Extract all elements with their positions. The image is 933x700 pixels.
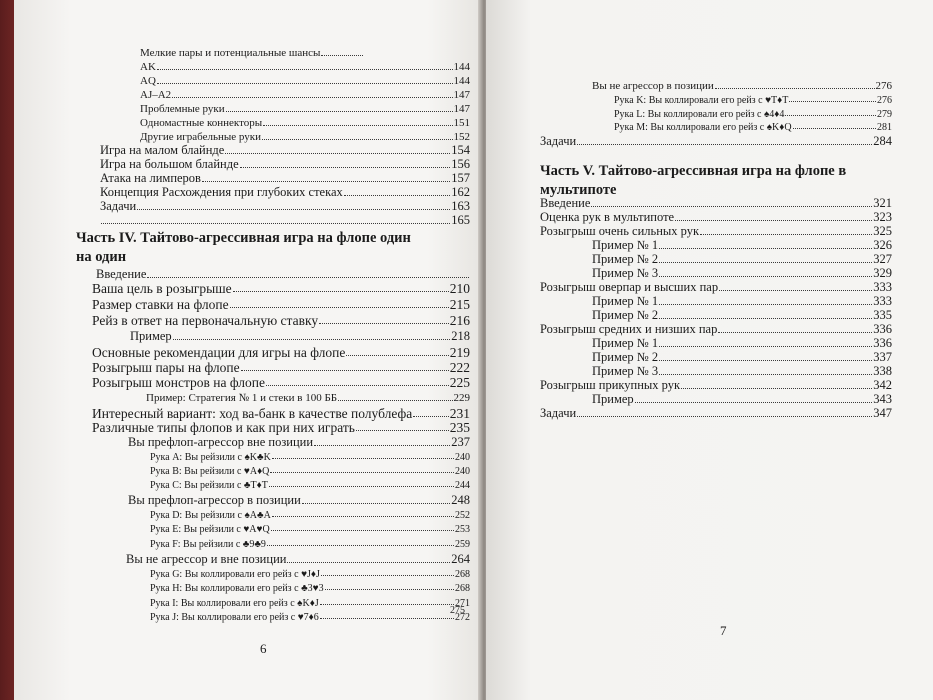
dot-leader — [325, 582, 454, 591]
dot-leader — [659, 364, 872, 374]
toc-entry — [128, 494, 470, 507]
toc-entry-title: Рука M: Вы коллировали его рейз с ♠K♦Q — [614, 121, 792, 133]
toc-entry — [140, 131, 470, 143]
toc-entry-page: 325 — [873, 224, 892, 239]
toc-entry-title: Пример: Стратегия № 1 и стеки в 100 ББ — [146, 392, 338, 405]
toc-entry-title: Пример № 1 — [592, 238, 659, 253]
dot-leader — [314, 435, 450, 445]
toc-entry-page: 264 — [451, 552, 470, 567]
dot-leader — [659, 336, 872, 346]
toc-entry-title: Пример № 1 — [592, 294, 659, 309]
toc-entry-title: Пример № 2 — [592, 350, 659, 365]
toc-entry — [150, 611, 470, 623]
toc-entry — [540, 323, 892, 336]
toc-entry-page: 229 — [453, 392, 470, 405]
dot-leader — [173, 329, 451, 339]
toc-entry — [540, 225, 892, 238]
toc-entry-title: Рука B: Вы рейзили с ♥A♦Q — [150, 465, 270, 477]
dot-leader — [272, 509, 454, 518]
toc-entry-title: Одномастные коннекторы — [140, 117, 263, 130]
dot-leader — [321, 46, 363, 55]
toc-entry — [150, 597, 470, 609]
dot-leader — [233, 281, 449, 292]
toc-entry — [140, 103, 470, 115]
toc-entry — [592, 309, 892, 322]
dot-leader — [413, 406, 448, 417]
toc-entry-page: 336 — [873, 336, 892, 351]
toc-entry-page: 279 — [877, 108, 892, 120]
toc-entry-page: 157 — [451, 171, 470, 186]
toc-entry — [100, 214, 470, 227]
toc-entry-page: 326 — [873, 238, 892, 253]
toc-entry-title: Основные рекомендации для игры на флопе — [92, 345, 346, 361]
toc-entry-title: Концепция Расхождения при глубоких стеках — [100, 185, 343, 200]
toc-entry-page: 165 — [451, 213, 470, 228]
toc-entry-title: Розыгрыш средних и низших пар — [540, 322, 718, 337]
toc-entry-page: 144 — [453, 75, 470, 88]
dot-leader — [785, 108, 876, 117]
toc-entry-title: Рука D: Вы рейзили с ♠A♣A — [150, 509, 271, 521]
toc-entry-title: Рука I: Вы коллировали его рейз с ♠K♦J — [150, 597, 319, 609]
toc-entry-page: 272 — [455, 611, 470, 623]
dot-leader — [675, 210, 872, 220]
dot-leader — [659, 350, 872, 360]
dot-leader — [271, 523, 454, 532]
toc-entry — [592, 337, 892, 350]
toc-entry-title: Интересный вариант: ход ва-банк в качестве полублефа — [92, 406, 413, 422]
toc-entry-title: Розыгрыш прикупных рук — [540, 378, 681, 393]
toc-entry-page: 329 — [873, 266, 892, 281]
toc-entry — [150, 538, 470, 550]
toc-entry-title: Пример — [130, 329, 172, 344]
toc-entry — [614, 121, 892, 133]
left-page — [14, 0, 484, 700]
toc-entry-page: 333 — [873, 294, 892, 309]
toc-entry-title: Игра на малом блайнде — [100, 143, 225, 158]
toc-entry-title: Мелкие пары и потенциальные шансы — [140, 47, 321, 60]
toc-entry — [100, 186, 470, 199]
dot-leader — [262, 130, 452, 139]
dot-leader — [346, 345, 448, 356]
dot-leader — [202, 171, 450, 181]
toc-entry — [150, 582, 470, 594]
dot-leader — [225, 143, 450, 153]
toc-entry — [92, 421, 470, 435]
dot-leader — [101, 213, 450, 223]
toc-entry-title: Пример № 3 — [592, 364, 659, 379]
toc-entry-page: 215 — [449, 297, 470, 313]
dot-leader — [226, 102, 453, 111]
toc-entry-title: Вы не агрессор в позиции — [592, 80, 714, 93]
dot-leader — [137, 199, 450, 209]
dot-leader — [319, 313, 449, 324]
part-v-title: Часть V. Тайтово-агрессивная игра на флопе в мультипоте — [540, 163, 847, 198]
toc-entry-page: 163 — [451, 199, 470, 214]
toc-entry-page: 147 — [453, 89, 470, 102]
dot-leader — [718, 322, 872, 332]
toc-entry-page: 162 — [451, 185, 470, 200]
toc-entry-page: 333 — [873, 280, 892, 295]
toc-entry — [592, 267, 892, 280]
toc-entry — [92, 298, 470, 312]
dot-leader — [320, 611, 454, 620]
dot-leader — [269, 479, 454, 488]
left-page-number: 6 — [260, 641, 267, 656]
toc-entry-page: 231 — [449, 406, 470, 422]
dot-leader — [577, 134, 872, 144]
dot-leader — [659, 238, 872, 248]
toc-entry-page: 144 — [453, 61, 470, 74]
dot-leader — [321, 568, 454, 577]
dot-leader — [266, 375, 449, 386]
toc-entry — [140, 75, 470, 87]
toc-entry-title: Задачи — [540, 406, 577, 421]
dot-leader — [263, 116, 452, 125]
dot-leader — [338, 391, 452, 400]
toc-entry — [128, 436, 470, 449]
toc-entry — [540, 407, 892, 420]
toc-entry — [592, 295, 892, 308]
toc-entry-title: Вы префлоп-агрессор в позиции — [128, 493, 301, 508]
toc-entry — [92, 361, 470, 375]
dot-leader — [577, 406, 872, 416]
right-page-number: 7 — [720, 623, 727, 638]
toc-entry — [100, 172, 470, 185]
dot-leader — [157, 74, 453, 83]
toc-entry — [592, 393, 892, 406]
toc-entry-title: AJ–A2 — [140, 89, 172, 102]
toc-entry-title: Рука K: Вы коллировали его рейз с ♥T♦T — [614, 94, 789, 106]
toc-entry-title: Оценка рук в мультипоте — [540, 210, 675, 225]
dot-leader — [320, 597, 454, 606]
toc-entry-title: Рука А: Вы рейзили с ♠K♣K — [150, 451, 271, 463]
toc-entry-title: Пример — [592, 392, 634, 407]
toc-entry-title: Пример № 1 — [592, 336, 659, 351]
toc-entry-title: Вы префлоп-агрессор вне позиции — [128, 435, 314, 450]
toc-entry-page: 222 — [449, 360, 470, 376]
toc-entry — [150, 509, 470, 521]
toc-entry — [92, 376, 470, 390]
dot-leader — [659, 294, 872, 304]
toc-entry-title: Различные типы флопов и как при них играть — [92, 420, 355, 436]
toc-entry — [592, 239, 892, 252]
toc-entry-page: 323 — [873, 210, 892, 225]
toc-entry — [140, 89, 470, 101]
toc-entry-page: 337 — [873, 350, 892, 365]
toc-entry-title: Розыгрыш очень сильных рук — [540, 224, 700, 239]
toc-entry-page: 156 — [451, 157, 470, 172]
toc-entry-page: 268 — [455, 568, 470, 580]
part-iv-title: Часть IV. Тайтово-агрессивная игра на флопе один на один — [76, 230, 411, 265]
toc-entry-page: 347 — [873, 406, 892, 421]
toc-entry — [614, 108, 892, 120]
toc-entry-title: Игра на большом блайнде — [100, 157, 239, 172]
dot-leader — [719, 280, 872, 290]
toc-entry-page: 338 — [873, 364, 892, 379]
toc-entry-title: Задачи — [100, 199, 137, 214]
toc-entry-page: 276 — [877, 94, 892, 106]
toc-entry — [592, 80, 892, 92]
toc-entry-page: 276 — [875, 80, 892, 93]
dot-leader — [287, 552, 450, 562]
toc-entry — [592, 365, 892, 378]
dot-leader — [659, 266, 872, 276]
toc-entry — [540, 281, 892, 294]
right-page — [486, 0, 933, 700]
toc-entry-page: 253 — [455, 523, 470, 535]
toc-entry-title: Пример № 2 — [592, 252, 659, 267]
toc-entry-title: AK — [140, 61, 156, 74]
toc-entry-page: 343 — [873, 392, 892, 407]
dot-leader — [230, 297, 449, 308]
toc-entry-title: Введение — [540, 196, 591, 211]
toc-entry — [592, 253, 892, 266]
toc-entry — [150, 465, 470, 477]
dot-leader — [715, 79, 875, 88]
toc-entry-title: AQ — [140, 75, 156, 88]
toc-entry-page: 327 — [873, 252, 892, 267]
toc-entry-page: 210 — [449, 281, 470, 297]
dot-leader — [147, 267, 469, 277]
toc-entry-page: 284 — [873, 134, 892, 149]
toc-entry — [150, 451, 470, 463]
toc-entry — [540, 211, 892, 224]
toc-entry-title: Розыгрыш монстров на флопе — [92, 375, 265, 391]
toc-entry-title: Другие играбельные руки — [140, 131, 262, 144]
toc-entry-title: Рука L: Вы коллировали его рейз с ♠4♦4 — [614, 108, 785, 120]
toc-entry-page: 240 — [455, 451, 470, 463]
dot-leader — [659, 252, 872, 262]
toc-entry — [92, 314, 470, 328]
toc-entry-page: 225 — [449, 375, 470, 391]
toc-entry — [100, 144, 470, 157]
toc-entry-page: 248 — [451, 493, 470, 508]
toc-entry — [592, 351, 892, 364]
toc-entry-page: 281 — [877, 121, 892, 133]
toc-entry-title: Вы не агрессор и вне позиции — [126, 552, 287, 567]
toc-entry-page: 240 — [455, 465, 470, 477]
toc-entry — [140, 61, 470, 73]
toc-entry-title: Рейз в ответ на первоначальную ставку — [92, 313, 319, 329]
toc-entry-title: Рука J: Вы коллировали его рейз с ♥7♦6 — [150, 611, 319, 623]
toc-entry-title: Рука H: Вы коллировали его рейз с ♣3♥3 — [150, 582, 324, 594]
toc-entry — [150, 568, 470, 580]
left-toc — [14, 0, 484, 700]
dot-leader — [789, 94, 876, 103]
dot-leader — [267, 538, 454, 547]
toc-entry-page: 235 — [449, 420, 470, 436]
dot-leader — [157, 60, 453, 69]
dot-leader — [344, 185, 450, 195]
toc-entry-page: 271 — [455, 597, 470, 609]
toc-entry — [140, 117, 470, 129]
toc-entry — [100, 158, 470, 171]
dot-leader — [302, 493, 450, 503]
toc-entry-page: 219 — [449, 345, 470, 361]
right-toc — [486, 0, 933, 700]
toc-entry-title: Рука E: Вы рейзили с ♥A♥Q — [150, 523, 270, 535]
toc-entry — [140, 47, 364, 59]
toc-entry-page: 216 — [449, 313, 470, 329]
dot-leader — [635, 392, 873, 402]
toc-entry-page: 252 — [455, 509, 470, 521]
toc-entry-page: 335 — [873, 308, 892, 323]
toc-entry-title: Рука G: Вы коллировали его рейз с ♥J♦J — [150, 568, 320, 580]
toc-entry-title: Розыгрыш оверпар и высших пар — [540, 280, 719, 295]
toc-entry — [540, 135, 892, 148]
toc-entry-page: 147 — [453, 103, 470, 116]
toc-entry — [130, 330, 470, 343]
dot-leader — [272, 451, 454, 460]
toc-entry-page: 244 — [455, 479, 470, 491]
toc-entry — [150, 479, 470, 491]
toc-entry — [540, 379, 892, 392]
toc-entry-page: 321 — [873, 196, 892, 211]
toc-entry-title: Введение — [96, 267, 147, 282]
dot-leader — [356, 420, 449, 431]
toc-entry-page: 336 — [873, 322, 892, 337]
toc-entry-title: Розыгрыш пары на флопе — [92, 360, 240, 376]
toc-entry-page: 275 — [450, 605, 465, 616]
toc-entry-title: Задачи — [540, 134, 577, 149]
toc-entry-title: Рука F: Вы рейзили с ♣9♣9 — [150, 538, 266, 550]
dot-leader — [241, 360, 449, 371]
toc-entry-page: 259 — [455, 538, 470, 550]
toc-entry — [96, 268, 470, 281]
dot-leader — [793, 121, 876, 130]
toc-entry-title: Проблемные руки — [140, 103, 225, 116]
toc-entry — [126, 553, 470, 566]
toc-entry — [614, 94, 892, 106]
toc-entry-title: Атака на лимперов — [100, 171, 201, 186]
toc-entry-page: 342 — [873, 378, 892, 393]
toc-entry-page: 237 — [451, 435, 470, 450]
toc-entry — [92, 346, 470, 360]
toc-entry — [100, 200, 470, 213]
dot-leader — [172, 88, 452, 97]
toc-entry-page: 218 — [451, 329, 470, 344]
toc-entry — [92, 282, 470, 296]
toc-entry-page: 268 — [455, 582, 470, 594]
toc-entry — [146, 392, 470, 404]
dot-leader — [659, 308, 872, 318]
toc-entry-title: Ваша цель в розыгрыше — [92, 281, 232, 297]
dot-leader — [240, 157, 451, 167]
dot-leader — [681, 378, 872, 388]
toc-entry — [150, 523, 470, 535]
toc-entry-title: Пример № 2 — [592, 308, 659, 323]
dot-leader — [270, 465, 454, 474]
toc-entry-page: 152 — [453, 131, 470, 144]
toc-entry — [92, 407, 470, 421]
toc-entry-page: 154 — [451, 143, 470, 158]
toc-entry-page: 151 — [453, 117, 470, 130]
toc-entry-title: Рука C: Вы рейзили с ♣T♦T — [150, 479, 268, 491]
dot-leader — [700, 224, 872, 234]
toc-entry-title: Размер ставки на флопе — [92, 297, 229, 313]
toc-entry-title: Пример № 3 — [592, 266, 659, 281]
